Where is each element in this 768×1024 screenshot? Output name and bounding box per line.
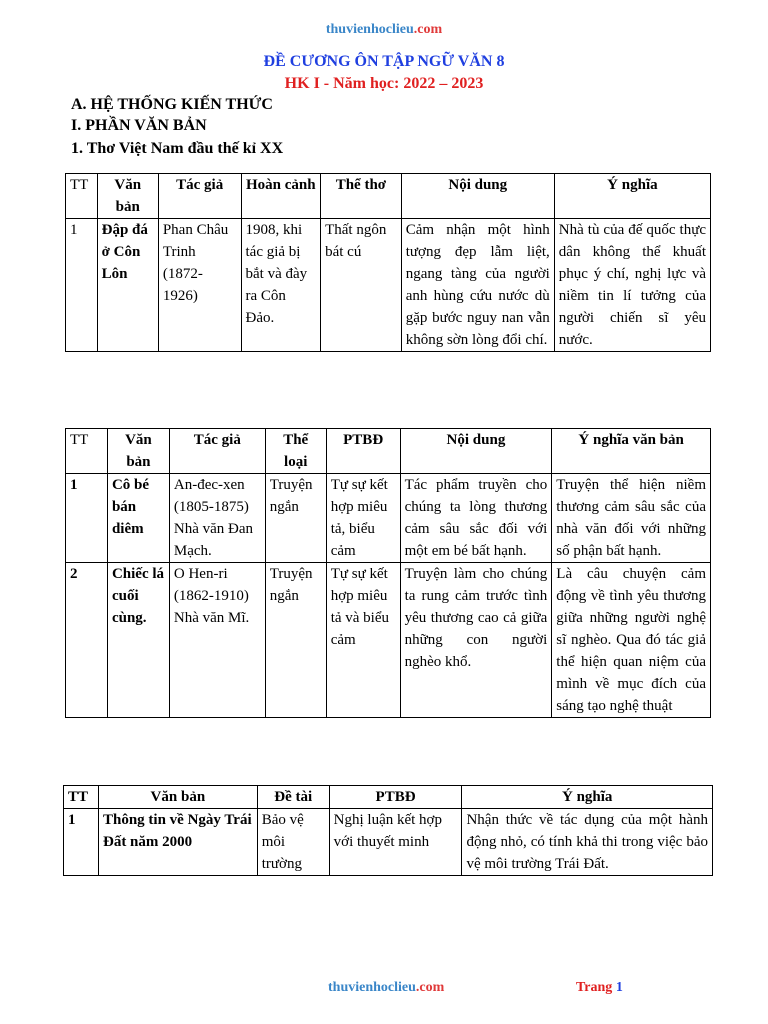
table-header-row	[64, 786, 713, 809]
cell-ptbd: Tự sự kết hợp miêu tả, biểu cảm	[326, 474, 400, 563]
cell-de-tai: Bảo vệ môi trường	[257, 809, 329, 876]
column-header: PTBĐ	[329, 786, 462, 809]
cell-y-nghia: Nhà tù của đế quốc thực dân không thể khuất phục ý chí, nghị lực và niềm tin lí tưởng của người chiến sĩ yêu nước.	[554, 219, 710, 352]
page-number-label	[576, 980, 623, 996]
cell-van-ban: Đập đá ở Côn Lôn	[97, 219, 158, 352]
cell-the-loai: Truyện ngắn	[265, 474, 326, 563]
cell-the-tho: Thất ngôn bát cú	[321, 219, 402, 352]
table-row	[64, 809, 713, 876]
page-number: 1	[615, 980, 623, 995]
column-header: Nội dung	[400, 429, 552, 474]
cell-van-ban: Chiếc lá cuối cùng.	[107, 563, 169, 718]
column-header: TT	[66, 174, 98, 219]
document-title: ĐỀ CƯƠNG ÔN TẬP NGỮ VĂN 8	[263, 53, 505, 70]
table-row	[66, 563, 711, 718]
column-header: TT	[66, 429, 108, 474]
column-header: Thể loại	[265, 429, 326, 474]
column-header: Thể thơ	[321, 174, 402, 219]
cell-ptbd: Nghị luận kết hợp với thuyết minh	[329, 809, 462, 876]
cell-van-ban: Thông tin về Ngày Trái Đất năm 2000	[98, 809, 257, 876]
cell-tac-gia: An-đec-xen (1805-1875) Nhà văn Đan Mạch.	[169, 474, 265, 563]
table-header-row	[66, 429, 711, 474]
section-heading-a: A. HỆ THỐNG KIẾN THỨC	[71, 96, 273, 113]
table-row	[66, 219, 711, 352]
column-header: TT	[64, 786, 99, 809]
cell-ptbd: Tự sự kết hợp miêu tả và biểu cảm	[326, 563, 400, 718]
column-header: Ý nghĩa	[462, 786, 713, 809]
column-header: Đề tài	[257, 786, 329, 809]
site-name-part1: thuvienhoclieu	[325, 22, 414, 37]
column-header: Nội dung	[401, 174, 554, 219]
column-header: Ý nghĩa	[554, 174, 710, 219]
cell-hoan-canh: 1908, khi tác giả bị bắt và đày ra Côn Đảo.	[241, 219, 321, 352]
cell-tac-gia: O Hen-ri (1862-1910) Nhà văn Mĩ.	[169, 563, 265, 718]
informative-text-table	[63, 785, 713, 876]
cell-y-nghia: Truyện thể hiện niềm thương cảm sâu sắc của nhà văn đối với những số phận bất hạnh.	[552, 474, 711, 563]
table-header-row	[66, 174, 711, 219]
column-header: Tác giả	[158, 174, 241, 219]
page-word: Trang	[576, 980, 613, 995]
site-name-part2: .com	[413, 22, 443, 37]
poetry-table	[65, 173, 711, 352]
document-subtitle: HK I - Năm học: 2022 – 2023	[284, 75, 484, 92]
column-header: Hoàn cảnh	[241, 174, 321, 219]
cell-tt: 1	[64, 809, 99, 876]
column-header: PTBĐ	[326, 429, 400, 474]
site-name-part1: thuvienhoclieu	[328, 980, 416, 995]
column-header: Văn bản	[98, 786, 257, 809]
cell-tac-gia: Phan Châu Trinh (1872-1926)	[158, 219, 241, 352]
footer-site-name[interactable]	[328, 980, 444, 996]
cell-noi-dung: Cảm nhận một hình tượng đẹp lẫm liệt, ngang tàng của người anh hùng cứu nước dù gặp bước nguy nan vẫn không sờn lòng đổi chí.	[401, 219, 554, 352]
site-name-part2: .com	[415, 980, 445, 995]
cell-noi-dung: Truyện làm cho chúng ta rung cảm trước tình yêu thương cao cả giữa những con người nghèo khổ.	[400, 563, 552, 718]
cell-the-loai: Truyện ngắn	[265, 563, 326, 718]
header-site-name[interactable]	[0, 22, 768, 38]
story-table	[65, 428, 711, 718]
column-header: Văn bản	[97, 174, 158, 219]
cell-y-nghia: Nhận thức về tác dụng của một hành động nhỏ, có tính khả thi trong việc bảo vệ môi trường Trái Đất.	[462, 809, 713, 876]
subsection-heading-1: 1. Thơ Việt Nam đầu thế kỉ XX	[71, 140, 284, 157]
section-heading-i: I. PHẦN VĂN BẢN	[71, 117, 207, 134]
cell-y-nghia: Là câu chuyện cảm động về tình yêu thương giữa những người nghệ sĩ nghèo. Qua đó tác giả thể hiện quan niệm của mình về mục đích của sáng tạo nghệ thuật	[552, 563, 711, 718]
column-header: Tác giả	[169, 429, 265, 474]
cell-tt: 2	[66, 563, 108, 718]
column-header: Ý nghĩa văn bản	[552, 429, 711, 474]
cell-van-ban: Cô bé bán diêm	[107, 474, 169, 563]
cell-tt: 1	[66, 474, 108, 563]
cell-noi-dung: Tác phẩm truyền cho chúng ta lòng thương cảm sâu sắc đối với một em bé bất hạnh.	[400, 474, 552, 563]
cell-tt: 1	[66, 219, 98, 352]
column-header: Văn bản	[107, 429, 169, 474]
table-row	[66, 474, 711, 563]
